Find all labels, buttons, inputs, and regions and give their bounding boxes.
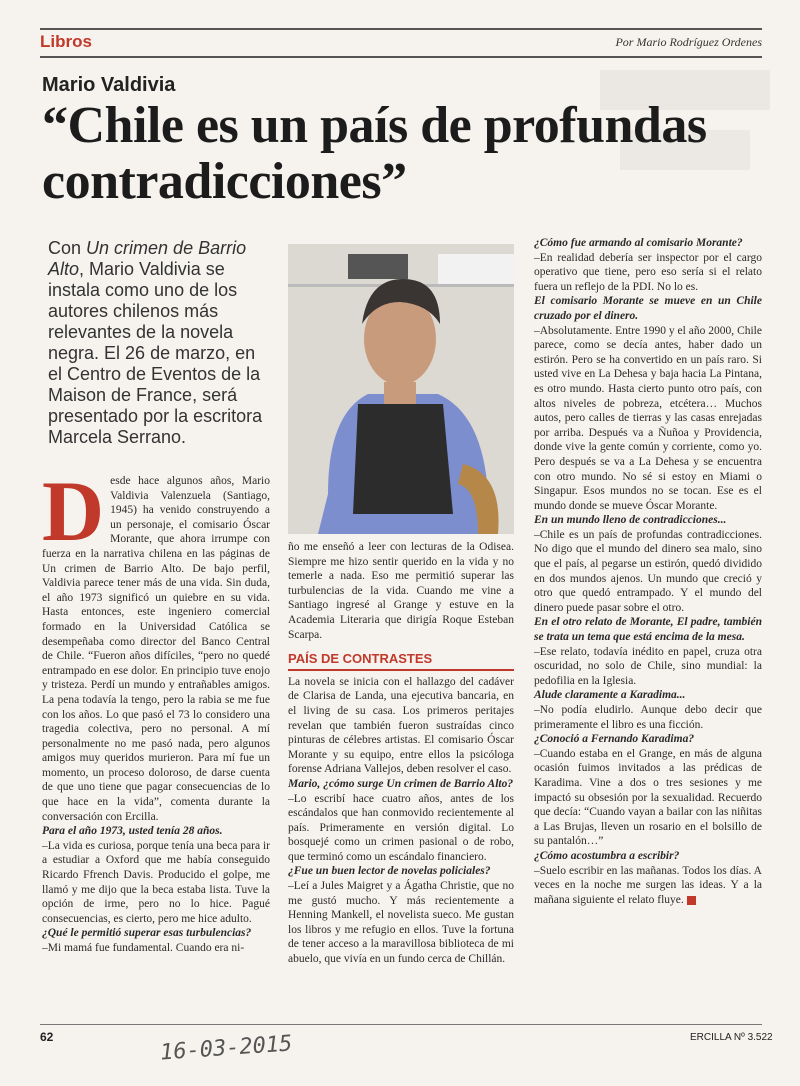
col2-answer-1: –Lo escribí hace cuatro años, antes de los escándalos que han conmovido recientemente al país. Primeramente en versión digital. Lo bosquejé como un crimen pasional o de robo, que terminó como un escándalo financiero.: [288, 792, 514, 863]
col3-question-5: Alude claramente a Karadima...: [534, 689, 686, 702]
section-label: Libros: [40, 32, 92, 51]
col1-intro: [42, 463, 270, 824]
column-3: [534, 236, 762, 907]
lead-prefix: Con: [48, 238, 87, 258]
col3-answer-6: –Cuando estaba en el Grange, en más de alguna ocasión fuimos invitados a las prédicas de Karadima. Vine a dos o tres sesiones y me impactó su obsesión por la sexualidad. Recuerdo que decía: “Cuando vayan a bailar con las niñitas a Las Brujas, lleven un rosario en el bolsillo de su pantalón…”: [534, 747, 762, 848]
handwritten-date: 16-03-2015: [159, 1031, 294, 1066]
col2-answer-2: –Leí a Jules Maigret y a Ágatha Christie, que no me gustó mucho. Y más recientemente a Henning Mankell, el novelista sueco. Me gustan los libros y me refugio en ellos. Tuve la fortuna de tener acceso a la maravillosa biblioteca de mi abuelo, que vivía en un fundo cerca de Chillán.: [288, 880, 514, 966]
drop-cap: D: [42, 463, 105, 559]
subhead-pais-de-contrastes: PAÍS DE CONTRASTES: [288, 652, 514, 671]
col2-paragraph-2: La novela se inicia con el hallazgo del cadáver de Clarisa de Landa, una ejecutiva bancaria, en el living de su casa. Los primeros peritajes revelan que también fueron sustraídas cinco pinturas de célebres artistas. El comisario Óscar Morante y su equipo, entre ellos la psicóloga forense Adriana Vallejos, deben resolver el caso.: [288, 675, 514, 776]
col3-answer-3: –Chile es un país de profundas contradicciones. No digo que el mundo del dinero sea malo, sino que el país, al pegarse un estirón, quedó dividido en dos mundos ajenos. Un mundo que creció y otro que quedó entrampado. Y el mundo del dinero puede pasar sobre el otro.: [534, 528, 762, 614]
col1-paragraph-1: esde hace algunos años, Mario Valdivia Valenzuela (Santiago, 1945) ha venido construyendo a un personaje, el comisario Óscar Morante, que ahora irrumpe con fuerza en la narrativa chilena en las páginas de Un crimen de Barrio Alto. De bajo perfil, Valdivia parece tener más de una vida. Sin duda, el año 1973 significó un quiebre en su vida. Hasta entonces, este ingeniero comercial formado en la Universidad Católica se desempeñaba como director del Banco Central de Chile. “Fueron años difíciles, “pero no quedé entrampado en ese dolor. En principio tuve enojo y tristeza. Perdí un mundo y entrañables amigos. La pena todavía la tengo, pero la rabia se me fue con los años. Lo que pasó el 73 lo considero una tragedia colectiva, pero no personal. A mí personalmente no me pasó nada, pero algunos amigos muy queridos murieron. Para mí fue un momento, un proceso doloroso, de darse cuenta de que uno tiene que pagar consecuencias de lo que hace en la vida”, comenta durante la conversación con Ercilla.: [42, 475, 270, 823]
column-2: [288, 540, 514, 967]
headline: “Chile es un país de profundas contradicciones”: [42, 97, 707, 210]
section-header: [40, 28, 762, 58]
col3-answer-2: –Absolutamente. Entre 1990 y el año 2000, Chile parece, como se decía antes, haber dado un estirón. Pero se ha convertido en un país raro. Si usted vive en La Dehesa y baja hacia La Pintana, es otro mundo. Hasta cierto punto otro país, con altos niveles de pobreza, etcétera… Muchos autos, pero calles de tierras y las casas enrejadas por arriba. Después va a Ñuñoa y Providencia, donde vive la gente común y corriente, como yo. Pero después se va a La Dehesa y se encuentra con otro mundo. No sé si estoy en Miami o Singapur. Esos mundos no se tocan. Ese es el mundo donde se mueve Óscar Morante.: [534, 324, 762, 512]
col1-answer-1: –La vida es curiosa, porque tenía una beca para ir a estudiar a Oxford que me había conseguido Ricardo Ffrench Davis. Producido el golpe, me llamó y me dijo que la beca estaba lista. Tuve la opción de irme, pero no lo hice. Pagué consecuencias, es cierto, pero me hice adulto.: [42, 839, 270, 925]
lead-book-title: Un crimen de Barrio Alto: [48, 238, 247, 279]
lead-rest: , Mario Valdivia se instala como uno de los autores chilenos más relevantes de la novela negra. El 26 de marzo, en el Centro de Eventos de la Maison de France, será presentado por la escritora Marcela Serrano.: [48, 259, 263, 447]
author-photo: [288, 244, 514, 534]
col3-question-6: ¿Conoció a Fernando Karadima?: [534, 733, 695, 746]
author-portrait-graphic: [288, 244, 514, 534]
end-of-article-mark: [687, 896, 696, 905]
col2-question-2: ¿Fue un buen lector de novelas policiales?: [288, 865, 491, 878]
col3-answer-7: [534, 864, 762, 908]
col1-question-2: ¿Qué le permitió superar esas turbulencias?: [42, 927, 252, 940]
lead-paragraph: [48, 238, 270, 448]
col2-paragraph-1: ño me enseñó a leer con lecturas de la Odisea. Siempre me hizo sentir querido en la vida y no temerle a nada. Eso me permitió superar las turbulencias de la vida. Cuando me vine a Santiago ingresé al Grange y estuve en la Academia Literaria que dirigía Roque Esteban Scarpa.: [288, 541, 514, 641]
col1-answer-2: –Mi mamá fue fundamental. Cuando era ni-: [42, 942, 245, 954]
col3-question-2: El comisario Morante se mueve en un Chile cruzado por el dinero.: [534, 295, 762, 322]
byline: Por Mario Rodríguez Ordenes: [615, 35, 762, 49]
col3-question-4: En el otro relato de Morante, El padre, también se trata un tema que está encima de la mesa.: [534, 616, 762, 644]
col3-answer-7-text: –Suelo escribir en las mañanas. Todos los días. A veces en la noche me surgen las ideas. Y a la mañana siguiente el relato fluye.: [534, 864, 762, 906]
page-number: 62: [40, 1030, 54, 1044]
col3-question-1: ¿Cómo fue armando al comisario Morante?: [534, 237, 743, 249]
column-1: [42, 463, 270, 956]
footer-rule: [40, 1024, 762, 1025]
magazine-issue: ERCILLA Nº 3.522: [690, 1032, 773, 1043]
col2-question-1: Mario, ¿cómo surge Un crimen de Barrio Alto?: [288, 777, 514, 790]
col1-question-1: Para el año 1973, usted tenía 28 años.: [42, 825, 223, 838]
kicker: Mario Valdivia: [42, 74, 176, 96]
col3-question-3: En un mundo lleno de contradicciones...: [534, 514, 727, 527]
col3-answer-5: –No podía eludirlo. Aunque debo decir que primeramente el libro es una ficción.: [534, 704, 762, 731]
col3-answer-4: –Ese relato, todavía inédito en papel, cruza otra oscuridad, no solo de Chile, sino mundial: la pedofilia en la Iglesia.: [534, 645, 762, 687]
col3-answer-1: –En realidad debería ser inspector por el cargo operativo que tiene, pero eso sería si el relato fuera un reflejo de la PDI. No lo es.: [534, 251, 762, 293]
col3-question-7: ¿Cómo acostumbra a escribir?: [534, 849, 680, 862]
